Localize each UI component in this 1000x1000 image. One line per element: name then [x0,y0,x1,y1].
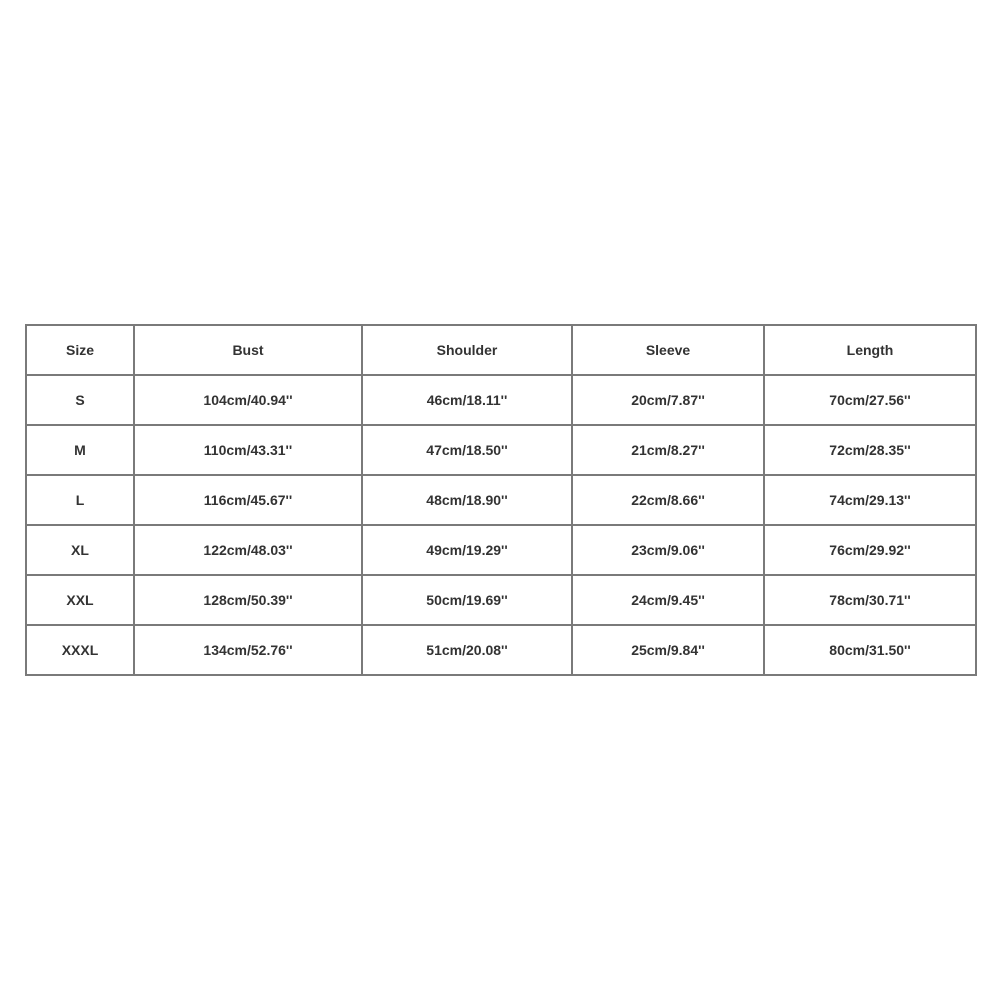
sleeve-cell: 20cm/7.87'' [572,375,764,425]
bust-cell: 104cm/40.94'' [134,375,362,425]
size-cell: XL [26,525,134,575]
shoulder-cell: 47cm/18.50'' [362,425,572,475]
size-cell: M [26,425,134,475]
bust-cell: 122cm/48.03'' [134,525,362,575]
size-cell: XXL [26,575,134,625]
table-row [26,375,976,425]
size-cell: L [26,475,134,525]
sleeve-cell: 22cm/8.66'' [572,475,764,525]
column-header-shoulder: Shoulder [362,325,572,375]
size-chart-table [25,324,977,676]
bust-cell: 134cm/52.76'' [134,625,362,675]
length-cell: 80cm/31.50'' [764,625,976,675]
table-row [26,425,976,475]
column-header-bust: Bust [134,325,362,375]
shoulder-cell: 51cm/20.08'' [362,625,572,675]
length-cell: 72cm/28.35'' [764,425,976,475]
shoulder-cell: 46cm/18.11'' [362,375,572,425]
length-cell: 76cm/29.92'' [764,525,976,575]
bust-cell: 110cm/43.31'' [134,425,362,475]
table-row [26,475,976,525]
shoulder-cell: 48cm/18.90'' [362,475,572,525]
size-cell: XXXL [26,625,134,675]
size-cell: S [26,375,134,425]
shoulder-cell: 50cm/19.69'' [362,575,572,625]
shoulder-cell: 49cm/19.29'' [362,525,572,575]
column-header-size: Size [26,325,134,375]
table-row [26,525,976,575]
bust-cell: 116cm/45.67'' [134,475,362,525]
sleeve-cell: 25cm/9.84'' [572,625,764,675]
length-cell: 70cm/27.56'' [764,375,976,425]
column-header-sleeve: Sleeve [572,325,764,375]
table-row [26,625,976,675]
sleeve-cell: 24cm/9.45'' [572,575,764,625]
sleeve-cell: 21cm/8.27'' [572,425,764,475]
length-cell: 78cm/30.71'' [764,575,976,625]
sleeve-cell: 23cm/9.06'' [572,525,764,575]
table-header-row [26,325,976,375]
length-cell: 74cm/29.13'' [764,475,976,525]
table-row [26,575,976,625]
column-header-length: Length [764,325,976,375]
bust-cell: 128cm/50.39'' [134,575,362,625]
